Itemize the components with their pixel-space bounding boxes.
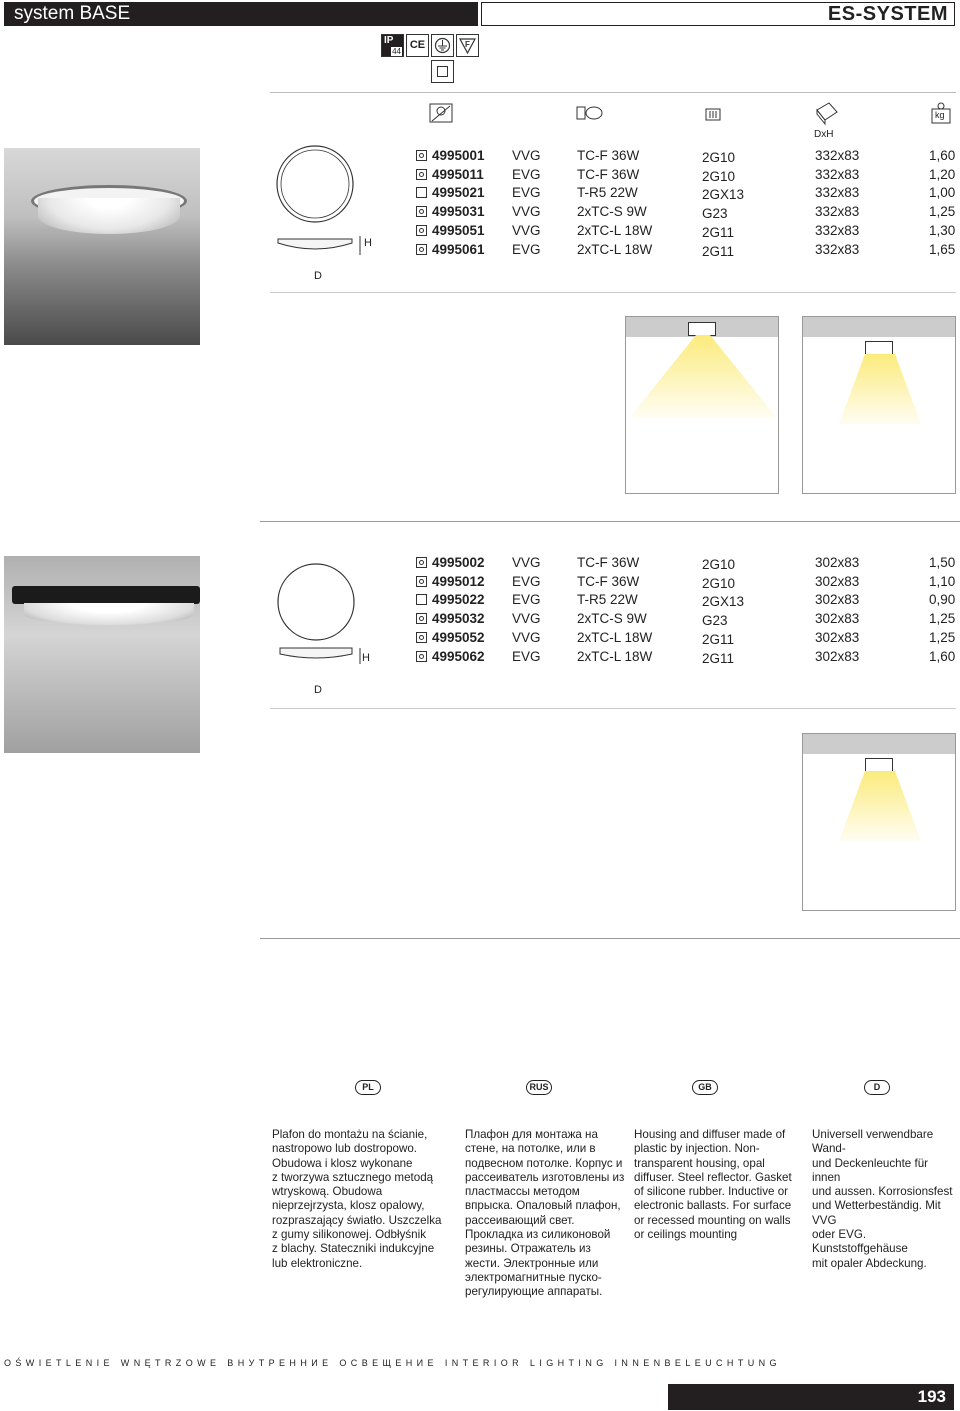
socket-type: 2G10 [702,575,736,591]
description-line: or ceilings mounting [634,1228,738,1242]
drawing-label-d: D [314,270,322,282]
product-photo-a [4,148,200,345]
product-photo-b [4,556,200,753]
socket-type: G23 [702,613,728,629]
description-line: жести. Электронные или [465,1256,599,1270]
product-row [416,166,960,185]
weight-value: 1,25 [929,204,956,220]
weight-value: 1,65 [929,241,956,257]
product-table-b [416,554,960,669]
product-code: 4995012 [432,573,485,589]
description-line: und Deckenleuchte für innen [812,1156,929,1184]
product-row [416,648,960,667]
lamp-type: TC-F 36W [577,555,640,570]
weight-value: 1,25 [929,629,956,645]
description-line: Universell verwendbare Wand- [812,1128,934,1156]
product-code: 4995062 [432,648,485,664]
ballast-type: VVG [512,629,541,645]
dimensions-value: 302x83 [815,629,860,645]
ballast-type: VVG [512,204,541,220]
lang-badge-pl: PL [355,1080,381,1095]
description-line: or recessed mounting on walls [634,1213,791,1227]
product-code: 4995031 [432,204,485,220]
dimensions-value: 332x83 [815,148,860,163]
weight-value: 0,90 [929,592,956,608]
dimensions-value: 302x83 [815,592,860,608]
series-title: system BASE [4,2,478,26]
description-line: Plafon do montażu na ścianie, [272,1128,428,1141]
lamp-type: T-R5 22W [577,592,638,608]
class-i-icon [416,225,427,236]
class-i-icon [416,150,427,161]
description-line: diffuser. Steel reflector. Gasket [634,1170,792,1184]
lang-badge-d: D [864,1080,890,1095]
description-gb [634,1128,804,1242]
description-line: z tworzywa sztucznego metodą [272,1170,434,1184]
socket-type: 2G10 [702,557,736,572]
description-line: of silicone rubber. Inductive or [634,1185,789,1199]
ballast-type: EVG [512,241,541,257]
description-line: lub elektroniczne. [272,1256,363,1270]
weight-value: 1,20 [929,166,956,182]
class-i-icon [416,651,427,662]
product-row [416,184,960,203]
dimensions-value: 332x83 [815,241,860,257]
socket-type: 2GX13 [702,594,745,610]
dimensions-value: 302x83 [815,573,860,589]
weight-value: 1,25 [929,611,956,627]
description-line: nieprzejrzysta, klosz opalowy, [272,1199,425,1213]
technical-drawing-a [270,143,380,283]
weight-value: 1,60 [929,648,956,664]
technical-drawing-b [276,560,376,670]
class-i-icon [416,613,427,624]
description-line: Obudowa i klosz wykonane [272,1156,413,1170]
brand-title: ES-SYSTEM [481,2,955,26]
socket-type: 2G11 [702,243,735,259]
drawing-label-d-b: D [314,684,322,696]
weight-icon: kg [930,101,952,125]
description-line: резины. Отражатель из [465,1242,591,1256]
product-row [416,610,960,629]
description-line: und Wetterbeständig. Mit VVG [812,1199,941,1227]
dimensions-value: 332x83 [815,204,860,220]
svg-text:F: F [465,40,470,49]
lamp-type: 2xTC-L 18W [577,222,653,238]
lamp-type: 2xTC-S 9W [577,611,647,627]
lang-badge-rus: RUS [526,1080,552,1095]
class-ii-insulation-icon [431,60,454,83]
description-line: rozpraszający światło. Uszczelka [272,1213,442,1227]
ballast-type: EVG [512,648,541,664]
class-i-icon [416,557,427,568]
dimensions-value: 302x83 [815,611,860,627]
page-number: 193 [668,1384,954,1410]
socket-type: 2GX13 [702,187,745,203]
dimensions-value: 302x83 [815,648,860,664]
lamp-type: T-R5 22W [577,185,638,201]
lamp-type: TC-F 36W [577,166,640,182]
product-row [416,147,960,166]
description-d [812,1128,957,1271]
product-row [416,573,960,592]
ballast-type: EVG [512,573,541,589]
dim-header-label: DxH [814,129,834,140]
product-row [416,629,960,648]
lamp-type: 2xTC-L 18W [577,629,653,645]
description-line: подвесном потолке. Корпус и [465,1156,623,1170]
product-code: 4995011 [432,166,484,182]
description-line: Housing and diffuser made of [634,1128,786,1141]
product-table-a [416,147,960,262]
description-line: plastic by injection. Non- [634,1142,760,1156]
class-i-icon [416,206,427,217]
class-ii-icon [416,187,427,198]
dimensions-value: 332x83 [815,222,860,238]
lamp-type: 2xTC-S 9W [577,204,647,220]
weight-value: 1,50 [929,555,956,570]
class-i-icon [416,169,427,180]
footer-category-band: OŚWIETLENIE WNĘTRZOWE ВНУТРЕННИЕ ОСВЕЩЕНИЕ INTERIOR LIGHTING INNENBELEUCHTUNG [4,1358,781,1368]
product-row [416,203,960,222]
description-line: Плафон для монтажа на [465,1128,598,1141]
class-i-icon [416,576,427,587]
product-row [416,241,960,260]
ballast-type: EVG [512,592,541,608]
weight-value: 1,60 [929,148,956,163]
socket-type: 2G11 [702,650,735,666]
ballast-type: VVG [512,555,541,570]
ip-rating-icon: IP 44 [381,34,404,57]
dimensions-value: 332x83 [815,166,860,182]
socket-type: G23 [702,206,728,222]
product-code: 4995021 [432,185,485,201]
lamp-type: TC-F 36W [577,148,640,163]
product-code: 4995032 [432,611,485,627]
ce-mark-icon: CE [406,34,429,57]
description-rus [465,1128,625,1300]
description-line: рассеиватель изготовлены из [465,1170,625,1184]
product-code: 4995061 [432,241,485,257]
description-pl [272,1128,452,1271]
drawing-label-h-b: H [362,652,370,664]
description-line: рассеивающий свет. [465,1213,575,1227]
class-i-icon [416,632,427,643]
ballast-type: EVG [512,185,541,201]
socket-type: 2G11 [702,224,735,240]
description-line: впрыска. Опаловый плафон, [465,1199,621,1213]
light-distribution-diagram-3 [802,733,956,911]
protection-class-icon [428,101,456,125]
light-distribution-diagram-1 [625,316,779,494]
product-row [416,591,960,610]
lamp-type: 2xTC-L 18W [577,241,653,257]
product-code: 4995002 [432,555,485,570]
description-line: mit opaler Abdeckung. [812,1256,927,1270]
description-line: transparent housing, opal [634,1156,765,1170]
description-line: z gumy silikonowej. Odbłyśnik [272,1228,426,1242]
weight-value: 1,30 [929,222,956,238]
description-line: стене, на потолке, или в [465,1142,596,1156]
socket-type: 2G10 [702,150,736,165]
ballast-type: VVG [512,222,541,238]
class-i-icon [416,244,427,255]
product-code: 4995052 [432,629,485,645]
product-row [416,222,960,241]
class-ii-icon [416,594,427,605]
description-line: nastropowo lub dostropowo. [272,1142,418,1156]
ground-symbol-icon [431,34,454,57]
lamp-type: TC-F 36W [577,573,640,589]
f-mark-icon [456,34,479,57]
socket-type: 2G10 [702,168,736,184]
ballast-type: VVG [512,611,541,627]
socket-type: 2G11 [702,631,735,647]
description-line: und aussen. Korrosionsfest [812,1185,953,1199]
description-line: регулирующие аппараты. [465,1285,603,1299]
dimensions-icon [814,100,840,126]
lang-badge-gb: GB [692,1080,718,1095]
description-line: пластмассы методом [465,1185,580,1199]
description-line: electronic ballasts. For surface [634,1199,792,1213]
product-code: 4995022 [432,592,485,608]
weight-value: 1,00 [929,185,956,201]
product-code: 4995001 [432,148,485,163]
product-row [416,554,960,573]
description-line: oder EVG. Kunststoffgehäuse [812,1228,908,1256]
description-line: Прокладка из силиконовой [465,1228,611,1242]
product-code: 4995051 [432,222,485,238]
lamp-bulb-icon [576,102,604,124]
ballast-type: VVG [512,148,541,163]
weight-value: 1,10 [929,573,956,589]
drawing-label-h: H [364,237,372,249]
ballast-type: EVG [512,166,541,182]
socket-icon [704,106,724,124]
dimensions-value: 302x83 [815,555,860,570]
description-line: wtryskową. Obudowa [272,1185,383,1199]
light-distribution-diagram-2 [802,316,956,494]
lamp-type: 2xTC-L 18W [577,648,653,664]
dimensions-value: 332x83 [815,185,860,201]
description-line: z blachy. Stateczniki indukcyjne [272,1242,435,1256]
description-line: электромагнитные пуско- [465,1270,602,1284]
